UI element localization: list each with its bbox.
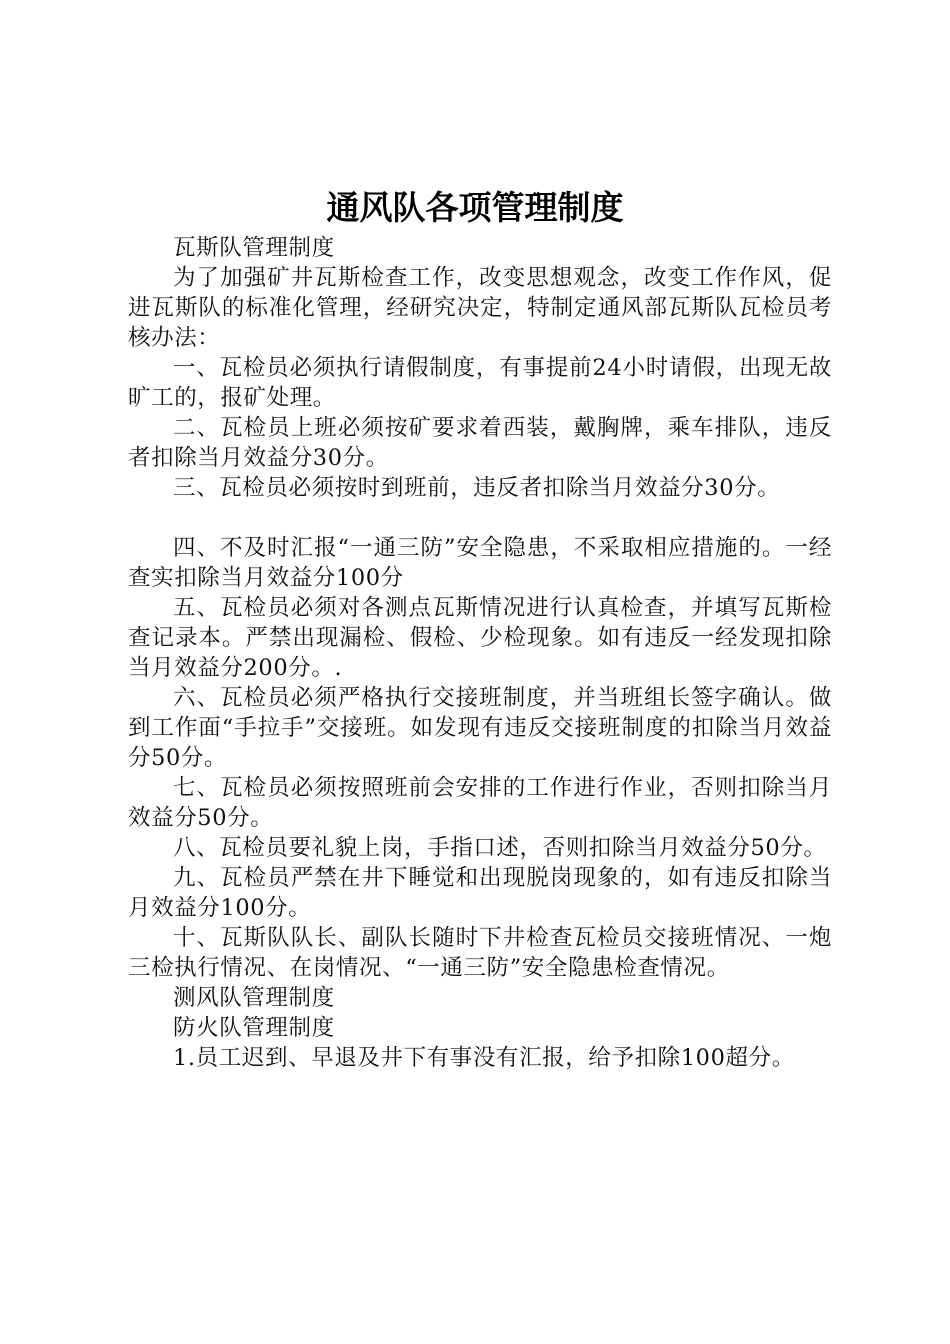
intro-paragraph: 为了加强矿井瓦斯检查工作，改变思想观念，改变工作作风，促进瓦斯队的标准化管理，经研究决定，特制定通风部瓦斯队瓦检员考核办法：: [128, 265, 832, 351]
section-heading-fire-team: 防火队管理制度: [173, 1015, 335, 1041]
rule-item-5: 五、瓦检员必须对各测点瓦斯情况进行认真检查，并填写瓦斯检查记录本。严禁出现漏检、假检、少检现象。如有违反一经发现扣除当月效益分200分。.: [128, 595, 832, 681]
document-title: 通风队各项管理制度: [326, 188, 624, 227]
document-body: [128, 233, 832, 1073]
rule-item-7: 七、瓦检员必须按照班前会安排的工作进行作业，否则扣除当月效益分50分。: [128, 775, 832, 831]
section-heading-gas-team: 瓦斯队管理制度: [173, 235, 335, 261]
blank-line: [128, 503, 832, 533]
rule-item-2: 二、瓦检员上班必须按矿要求着西装，戴胸牌，乘车排队，违反者扣除当月效益分30分。: [128, 415, 832, 471]
rule-item-8: 八、瓦检员要礼貌上岗，手指口述，否则扣除当月效益分50分。: [173, 835, 827, 861]
section-heading-wind-team: 测风队管理制度: [173, 985, 335, 1011]
rule-item-10: 十、瓦斯队队长、副队长随时下井检查瓦检员交接班情况、一炮三检执行情况、在岗情况、“一通三防”安全隐患检查情况。: [128, 925, 832, 981]
fire-rule-item-1: 1.员工迟到、早退及井下有事没有汇报，给予扣除100超分。: [173, 1045, 795, 1071]
rule-item-4: 四、不及时汇报“一通三防”安全隐患，不采取相应措施的。一经查实扣除当月效益分100分: [128, 535, 832, 591]
rule-item-9: 九、瓦检员严禁在井下睡觉和出现脱岗现象的，如有违反扣除当月效益分100分。: [128, 865, 832, 921]
rule-item-3: 三、瓦检员必须按时到班前，违反者扣除当月效益分30分。: [173, 475, 781, 501]
rule-item-6: 六、瓦检员必须严格执行交接班制度，并当班组长签字确认。做到工作面“手拉手”交接班。如发现有违反交接班制度的扣除当月效益分50分。: [128, 685, 832, 771]
rule-item-1: 一、瓦检员必须执行请假制度，有事提前24小时请假，出现无故旷工的，报矿处理。: [128, 355, 832, 411]
